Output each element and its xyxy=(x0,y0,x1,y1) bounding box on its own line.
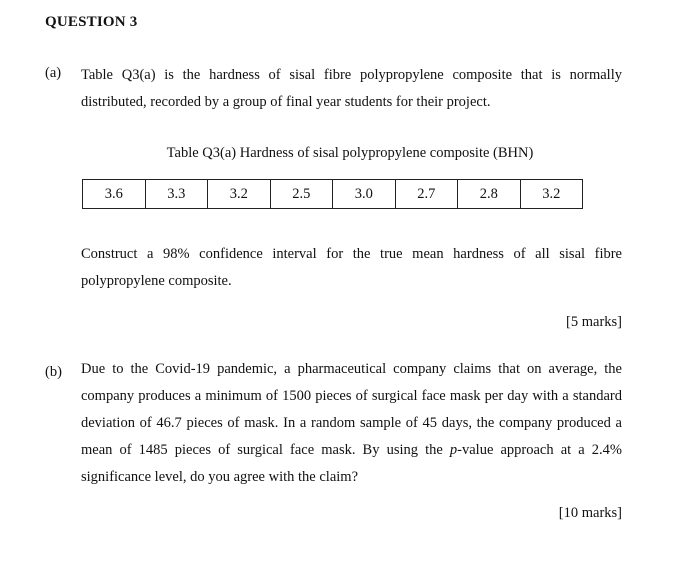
part-b-text-after: -value approach at a 2.4% significance level, do you agree with the claim? xyxy=(81,442,623,485)
table-cell: 2.7 xyxy=(395,180,458,209)
table-cell: 3.6 xyxy=(83,180,146,209)
question-title: QUESTION 3 xyxy=(45,14,138,30)
table-row xyxy=(83,180,583,209)
p-symbol: p xyxy=(449,442,458,458)
part-a-intro: Table Q3(a) is the hardness of sisal fibre polypropylene composite that is normally distributed, recorded by a group of final year students for their project. xyxy=(81,67,622,110)
part-b-label: (b) xyxy=(45,364,62,380)
table-cell: 3.2 xyxy=(520,180,583,209)
part-a-label: (a) xyxy=(45,65,62,81)
table-cell: 3.0 xyxy=(333,180,396,209)
part-b-marks: [10 marks] xyxy=(558,505,622,521)
table-cell: 3.2 xyxy=(208,180,271,209)
part-a-task: Construct a 98% confidence interval for the true mean hardness of all sisal fibre polypropylene composite. xyxy=(81,246,622,289)
table-caption: Table Q3(a) Hardness of sisal polypropylene composite (BHN) xyxy=(166,145,534,161)
table-cell: 2.5 xyxy=(270,180,333,209)
table-cell: 3.3 xyxy=(145,180,208,209)
part-b-text-before: Due to the Covid-19 pandemic, a pharmaceutical company claims that on average, the company produces a minimum of 1500 pieces of surgical face mask per day with a standard deviation of 46.7 pieces of mask. In a random sample of 45 days, the company produced a mean of 1485 pieces of surgical face mask. By using the xyxy=(81,361,622,458)
table-cell: 2.8 xyxy=(458,180,521,209)
part-a-marks: [5 marks] xyxy=(566,314,622,330)
hardness-table xyxy=(82,179,583,209)
part-b-text xyxy=(81,356,622,491)
